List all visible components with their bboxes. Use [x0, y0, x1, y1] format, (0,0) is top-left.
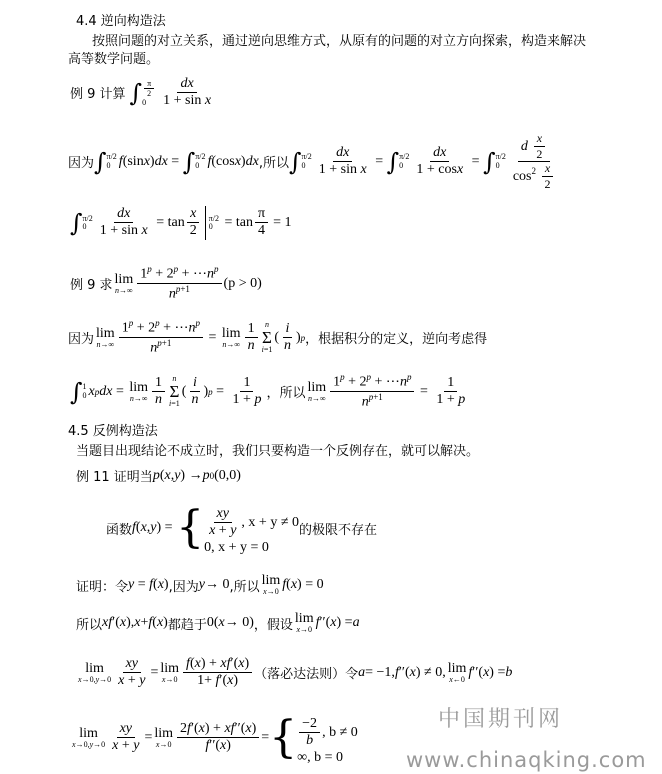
proof-label: 证明：令	[76, 579, 129, 595]
case-3: , b ≠ 0	[322, 725, 358, 741]
watermark-url: www.chinaqking.com	[406, 748, 647, 772]
proof2-a: 所以	[76, 617, 103, 633]
equation-riemann: 因为 lim n→∞ $\frac{1^p + 2^p + \cdots n^p}{n^{p+1}}$ = lim n→∞ $\frac{1}{n}$ n Σ i=1 ( $\frac{i}{n}$ ) p ，根据积分的定义，逆向考虑得	[68, 318, 488, 356]
proof-line-lhopital: lim x→0,y→0 $\frac{xy}{x + y}$ = lim x→0 $\frac{f(x) + xf'(x)}{1+ f'(x)}$ （落必达法则）令 a = −1, f ′′( x ) ≠ 0, lim x←0 f ′′( x ) = b	[78, 656, 513, 689]
equation-because-so: 因为 ∫ π/2 0 f (sin x ) dx = ∫ π/2 0 f (cos x ) dx ,所以 ∫ π/2 0 $\frac{dx}{\text{1 + sin x}}$ = ∫ π/2 0 $\frac{dx}{1 + \cos x}$ = ∫ π/2 0 d $\frac{x}{2}$ $\cos^2$ $\frac{x}{2}$	[68, 132, 561, 191]
example-label: 例 9 计算	[70, 87, 126, 103]
section-title-4-5: 4.5 反例构造法	[68, 424, 158, 439]
example-9-limit: 例 9 求 lim n→∞ $\frac{1^p + 2^p + \cdots n^p}{n^{p+1}}$ (p > 0)	[70, 264, 262, 302]
proof2-b: 都趋于	[167, 617, 207, 633]
proof-so: ,所以	[229, 579, 260, 595]
equation-integral-xp: ∫ 1 0 x p dx = lim n→∞ $\frac{1}{n}$ n Σ i=1 ( $\frac{i}{n}$ ) p = $\frac{1}{1 + p}$ ，所以 lim n→∞ $\frac{1^p + 2^p + \cdots n^p}{n^{p+1}}$ = $\frac{1}{1 + p}$	[70, 372, 466, 410]
function-tail: 的极限不存在	[299, 522, 378, 538]
case-2: 0, x + y = 0	[204, 539, 269, 555]
case-4: ∞, b = 0	[297, 749, 344, 765]
proof-line-2: 所以 xf ′( x ), x + f ( x ) 都趋于 0( x → 0) ，假设 lim x→0 f ′′( x ) = a	[76, 611, 360, 634]
condition-p: (p > 0)	[223, 275, 262, 291]
proof2-c: ，假设	[253, 617, 293, 633]
proof-because: ,因为	[168, 579, 199, 595]
example-9-compute: 例 9 计算 ∫ $\frac{\pi}{2}$ 0 $\frac{dx}{\text{1 + sin x}}$	[70, 76, 212, 109]
result-one: = 1	[273, 215, 292, 230]
text-so: ,所以	[258, 156, 289, 172]
example-11-label: 例 11 证明当	[76, 470, 153, 485]
section-title-4-4: 4.4 逆向构造法	[76, 14, 166, 29]
proof-line-final: lim x→0,y→0 $\frac{xy}{x + y}$ = lim x→0 $\frac{2f'(x) + xf''(x)}{f''(x)}$ = { $\frac{-2}{b}$ , b ≠ 0 ∞, b = 0	[72, 712, 358, 765]
text-note: ，根据积分的定义，逆向考虑得	[305, 332, 488, 348]
case-1: , x + y ≠ 0	[241, 515, 300, 531]
function-definition: 函数 f ( x , y ) = { $\frac{xy}{x + y}$ , x + y ≠ 0 0, x + y = 0 的极限不存在	[106, 502, 378, 555]
text-so-2: ，所以	[266, 386, 306, 402]
proof-line-1: 证明：令 y = f ( x ) ,因为 y → 0 ,所以 lim x→0 f ( x ) = 0	[76, 573, 324, 596]
text-because: 因为	[68, 156, 95, 172]
equation-tan: ∫ π/2 0 $\frac{dx}{\text{1 + sin x}}$ = tan $\frac{x}{2}$ π/2 0 = tan $\frac{\pi}{4}$ = 1	[70, 206, 292, 239]
watermark-chinese: 中国期刊网	[438, 707, 564, 732]
function-label: 函数	[106, 522, 133, 538]
lhopital-note: （落必达法则）令	[254, 667, 359, 683]
example-11: 例 11 证明当 p ( x , y ) → p 0 (0,0)	[76, 467, 241, 485]
example-label-2: 例 9 求	[70, 278, 113, 294]
text-because-2: 因为	[68, 332, 95, 348]
paragraph-line-1: 按照问题的对立关系，通过逆向思维方式，从原有的问题的对立方向探索，构造来解决	[92, 34, 587, 49]
paragraph-line-2: 高等数学问题。	[68, 52, 160, 67]
paragraph-4-5: 当题目出现结论不成立时，我们只要构造一个反例存在，就可以解决。	[76, 444, 480, 459]
